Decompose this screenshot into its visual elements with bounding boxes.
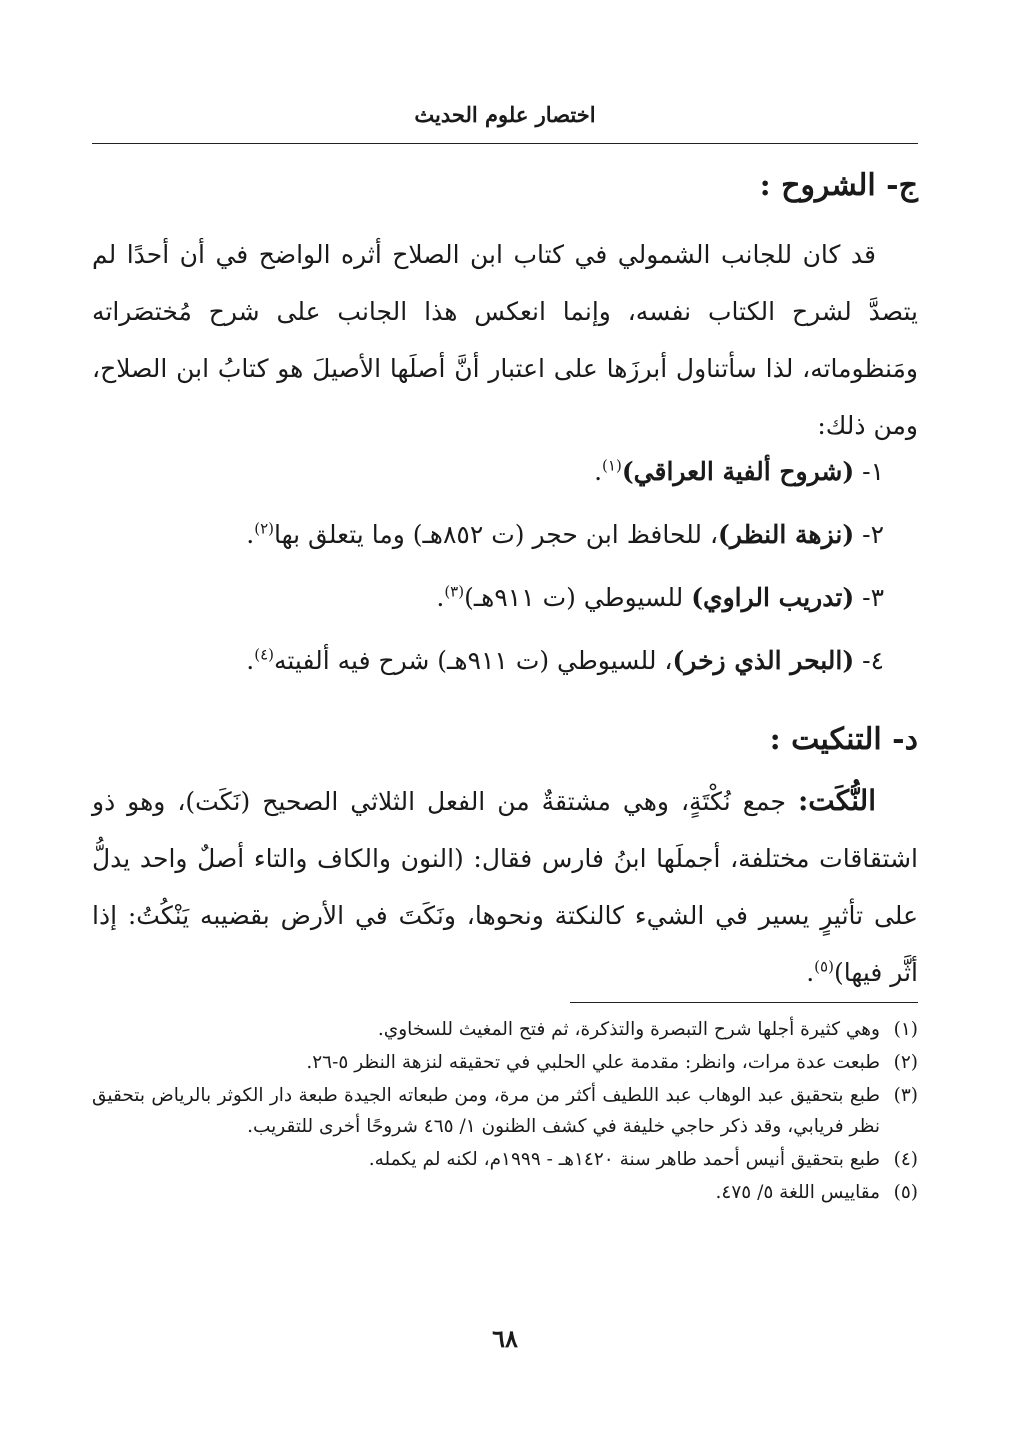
footnote-text: وهي كثيرة أجلها شرح التبصرة والتذكرة، ثم فتح المغيث للسخاوي. (377, 1019, 880, 1040)
item-end: . (246, 646, 255, 675)
footnote-text: طبع بتحقيق عبد الوهاب عبد اللطيف أكثر من مرة، ومن طبعاته الجيدة طبعة دار الكوثر بالرياض بتحقيق نظر فريابي، وقد ذكر حاجي خليفة في كشف الظنون ١/ ٤٦٥ شروحًا أخرى للتقريب. (92, 1085, 880, 1137)
header-divider (92, 143, 918, 144)
footnote (92, 1144, 918, 1175)
item-end: . (594, 457, 603, 486)
item-title: (البحر الذي زخر) (672, 646, 855, 675)
footnote-text: طبعت عدة مرات، وانظر: مقدمة علي الحلبي في تحقيقه لنزهة النظر ٥-٢٦. (306, 1052, 880, 1073)
item-text: للسيوطي (ت ٩١١هـ) (464, 583, 692, 612)
paragraph-text: جمع نُكْتَةٍ، وهي مشتقةٌ من الفعل الثلاثي الصحيح (نَكَت)، وهو ذو اشتقاقات مختلفة، أجملَها ابنُ فارس فقال: (النون والكاف والتاء أصلٌ واحد يدلُّ على تأثيرٍ يسير في الشيء كالنكتة ونحوها، ونَكَتَ في الأرض بقضيبه يَنْكُتُ: إذا أثَّر فيها) (92, 787, 918, 987)
footnote-text: مقاييس اللغة ٥/ ٤٧٥. (715, 1182, 880, 1203)
item-number: ١- (862, 457, 884, 486)
item-text: ، للسيوطي (ت ٩١١هـ) شرح فيه ألفيته (273, 646, 673, 675)
item-title: (شروح ألفية العراقي) (621, 457, 855, 486)
item-end: . (246, 520, 255, 549)
footnote-divider (570, 1002, 918, 1003)
section-paragraph-shuruh (92, 226, 918, 454)
list-item (92, 566, 918, 629)
footnote (92, 1080, 918, 1142)
page-number: ٦٨ (492, 1324, 518, 1353)
list-item (92, 629, 918, 692)
commentaries-list (92, 440, 918, 692)
footnote-ref: (٢) (254, 519, 275, 538)
item-number: ٤- (862, 646, 884, 675)
item-end: . (436, 583, 445, 612)
item-number: ٢- (862, 520, 884, 549)
section-paragraph-tankit (92, 772, 918, 1001)
footnote (92, 1047, 918, 1078)
running-header: اختصار علوم الحديث (414, 102, 596, 127)
section-heading-tankit: د- التنكيت : (769, 722, 918, 757)
footnote-ref: (٤) (254, 645, 274, 664)
item-title: (نزهة النظر) (718, 520, 855, 549)
footnote-ref: (٥) (814, 957, 834, 976)
footnote-text: طبع بتحقيق أنيس أحمد طاهر سنة ١٤٢٠هـ - ١٩٩٩م، لكنه لم يكمله. (368, 1149, 880, 1170)
footnote-ref: (٣) (444, 582, 465, 601)
book-page (92, 0, 918, 1450)
footnote (92, 1014, 918, 1045)
paragraph-end: . (806, 958, 815, 987)
footnote-number: (٢) (893, 1052, 918, 1073)
footnote-number: (١) (893, 1019, 918, 1040)
footnotes-list (92, 1014, 918, 1210)
list-item (92, 440, 918, 503)
paragraph-text: قد كان للجانب الشمولي في كتاب ابن الصلاح أثره الواضح في أن أحدًا لم يتصدَّ لشرح الكتاب نفسه، وإنما انعكس هذا الجانب على شرح مُختصَراته ومَنظوماته، لذا سأتناول أبرزَها على اعتبار أنَّ أصلَها الأصيلَ هو كتابُ ابن الصلاح، ومن ذلك: (92, 240, 918, 440)
footnote-number: (٥) (893, 1182, 918, 1203)
item-title: (تدريب الراوي) (691, 583, 855, 612)
list-item (92, 503, 918, 566)
item-number: ٣- (862, 583, 884, 612)
footnote-number: (٤) (893, 1149, 918, 1170)
footnote-ref: (١) (602, 456, 622, 475)
item-text: ، للحافظ ابن حجر (ت ٨٥٢هـ) وما يتعلق بها (274, 520, 719, 549)
footnote-number: (٣) (893, 1085, 918, 1106)
section-heading-shuruh: ج- الشروح : (759, 168, 918, 203)
footnote (92, 1177, 918, 1208)
defined-term: النُّكَت: (797, 784, 876, 817)
